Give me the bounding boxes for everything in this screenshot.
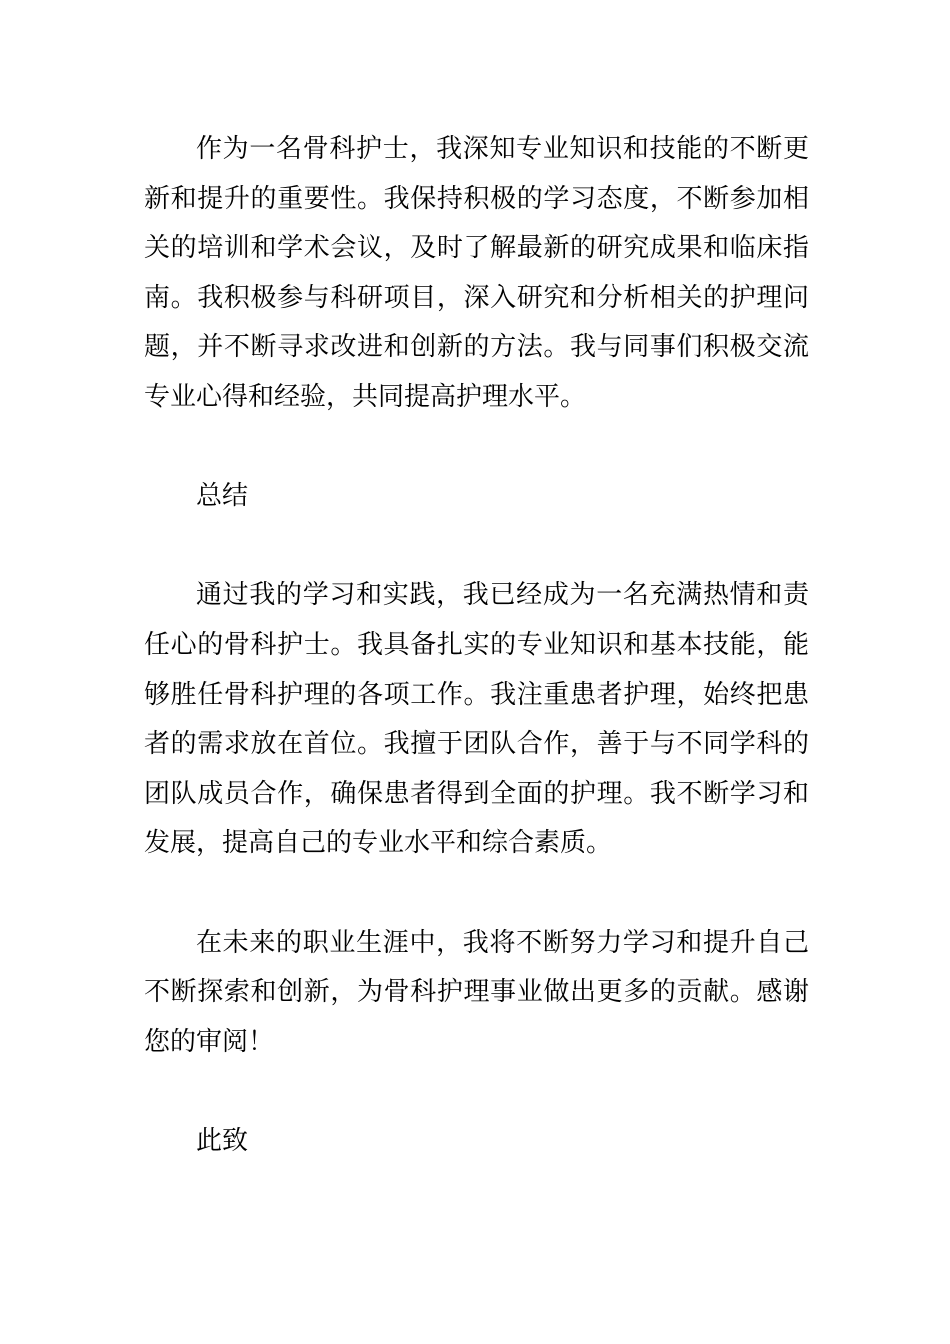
section-heading-summary: 总结 (196, 481, 249, 512)
paragraph-spacer (144, 869, 809, 919)
document-body (144, 125, 809, 1166)
paragraph-spacer (144, 423, 809, 473)
paragraph-learning: 作为一名骨科护士，我深知专业知识和技能的不断更新和提升的重要性。我保持积极的学习态度，不断参加相关的培训和学术会议，及时了解最新的研究成果和临床指南。我积极参与科研项目，深入研究和分析相关的护理问题，并不断寻求改进和创新的方法。我与同事们积极交流专业心得和经验，共同提高护理水平。 (144, 134, 809, 412)
closing-salutation: 此致 (196, 1125, 249, 1156)
paragraph-future: 在未来的职业生涯中，我将不断努力学习和提升自己不断探索和创新，为骨科护理事业做出更多的贡献。感谢您的审阅！ (144, 927, 809, 1057)
paragraph-spacer (144, 1067, 809, 1117)
paragraph-summary: 通过我的学习和实践，我已经成为一名充满热情和责任心的骨科护士。我具备扎实的专业知识和基本技能，能够胜任骨科护理的各项工作。我注重患者护理，始终把患者的需求放在首位。我擅于团队合作，善于与不同学科的团队成员合作，确保患者得到全面的护理。我不断学习和发展，提高自己的专业水平和综合素质。 (144, 580, 809, 859)
paragraph-spacer (144, 522, 809, 572)
